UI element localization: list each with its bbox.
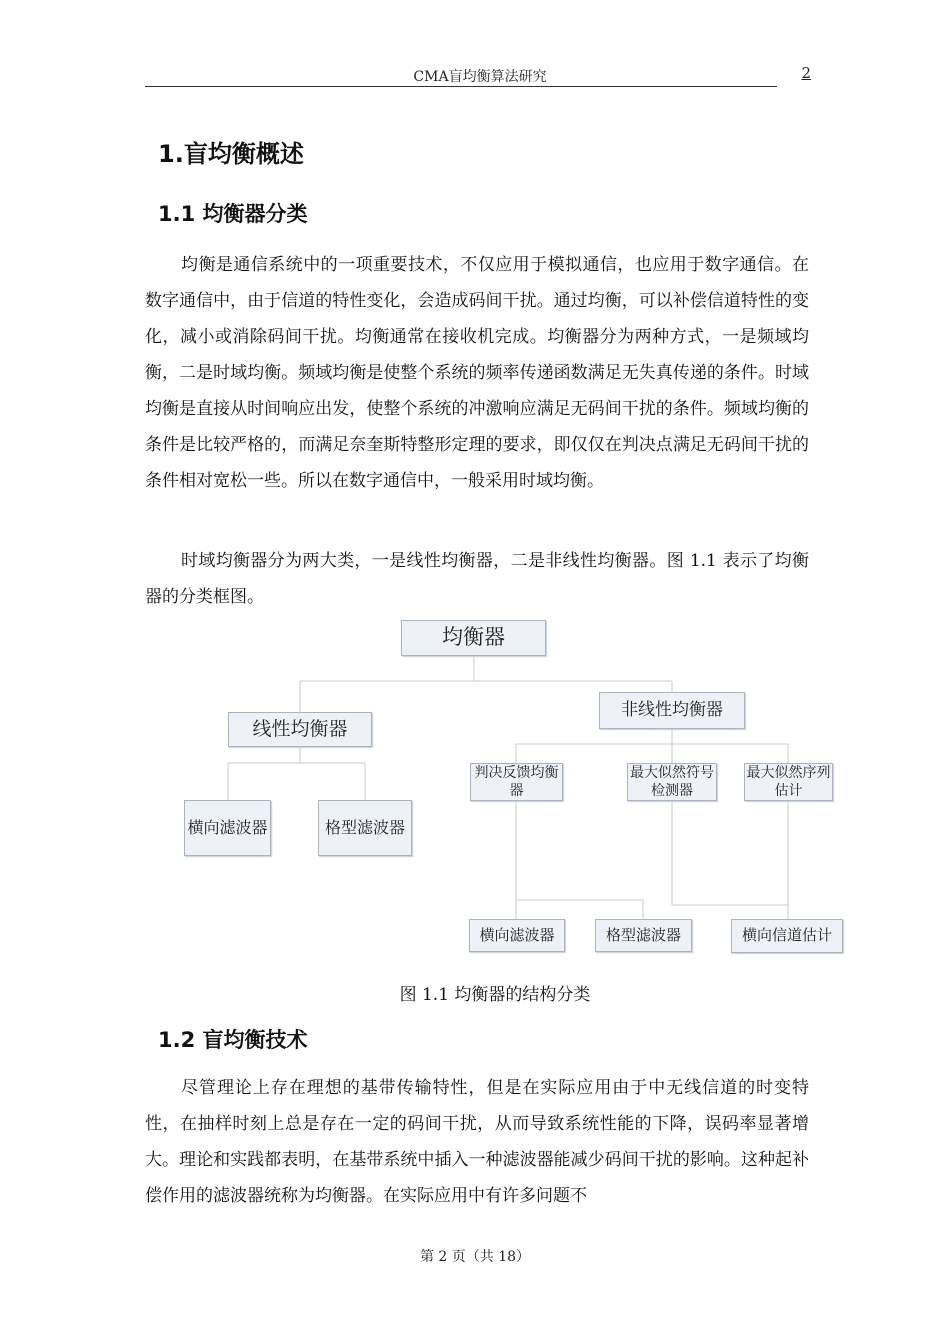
diagram-node-mlse: 最大似然序列估计: [744, 763, 833, 801]
chapter-title: 1.盲均衡概述: [158, 140, 304, 168]
page-footer: 第 2 页（共 18）: [419, 1249, 531, 1265]
diagram-node-root: 均衡器: [401, 620, 546, 656]
diagram-node-linear: 线性均衡器: [228, 712, 372, 747]
figure-caption: 图 1.1 均衡器的结构分类: [399, 985, 591, 1005]
diagram-node-channel-estimate: 横向信道估计: [731, 919, 843, 953]
diagram-node-linear-lattice: 格型滤波器: [318, 800, 412, 856]
diagram-node-mlsd: 最大似然符号检测器: [627, 763, 717, 801]
header-title: CMA盲均衡算法研究: [413, 69, 547, 85]
header-rule: [145, 86, 777, 87]
diagram-node-bottom-transversal: 横向滤波器: [469, 919, 565, 952]
header-page-number: 2: [801, 64, 811, 82]
section-1-2-title: 1.2 盲均衡技术: [158, 1028, 308, 1052]
section-1-1-paragraph-1: 均衡是通信系统中的一项重要技术，不仅应用于模拟通信，也应用于数字通信。在数字通信中，由于信道的特性变化，会造成码间干扰。通过均衡，可以补偿信道特性的变化，减小或消除码间干扰。均衡通常在接收机完成。均衡器分为两种方式，一是频域均衡，二是时域均衡。频域均衡是使整个系统的频率传递函数满足无失真传递的条件。时域均衡是直接从时间响应出发，使整个系统的冲激响应满足无码间干扰的条件。频域均衡的条件是比较严格的，而满足奈奎斯特整形定理的要求，即仅仅在判决点满足无码间干扰的条件相对宽松一些。所以在数字通信中，一般采用时域均衡。: [145, 255, 809, 491]
diagram-node-bottom-lattice: 格型滤波器: [595, 919, 692, 952]
section-1-2-paragraph-1: 尽管理论上存在理想的基带传输特性，但是在实际应用由于中无线信道的时变特性，在抽样时刻上总是存在一定的码间干扰，从而导致系统性能的下降，误码率显著增大。理论和实践都表明，在基带系统中插入一种滤波器能减少码间干扰的影响。这种起补偿作用的滤波器统称为均衡器。在实际应用中有许多问题不: [145, 1078, 809, 1206]
section-1-1-title: 1.1 均衡器分类: [158, 202, 308, 226]
diagram-node-nonlinear: 非线性均衡器: [599, 692, 745, 729]
diagram-node-linear-transversal: 横向滤波器: [184, 800, 271, 856]
diagram-node-dfe: 判决反馈均衡器: [470, 763, 563, 801]
section-1-1-paragraph-2: 时域均衡器分为两大类，一是线性均衡器，二是非线性均衡器。图 1.1 表示了均衡器的分类框图。: [145, 551, 809, 607]
